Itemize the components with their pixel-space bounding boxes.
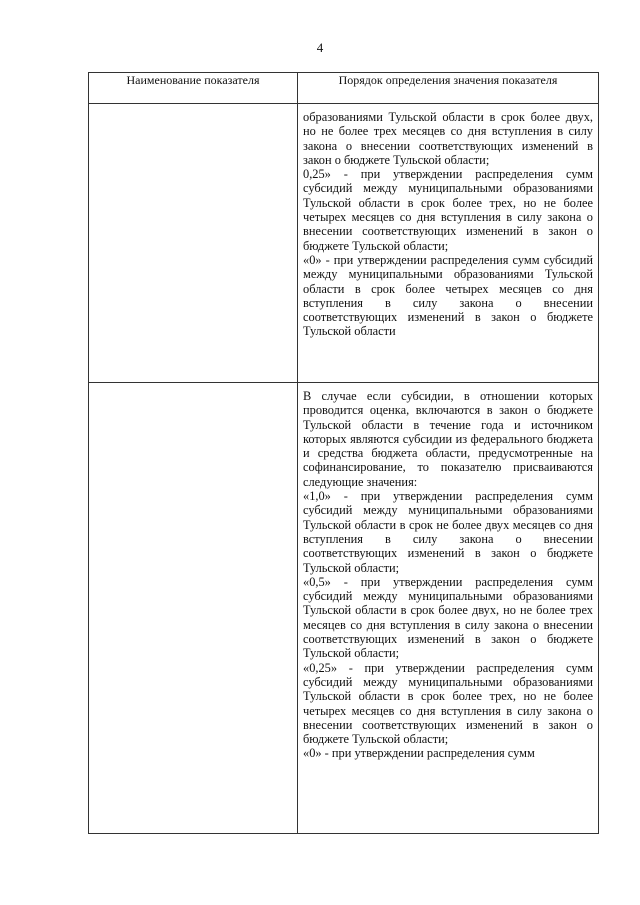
table-row <box>89 383 599 834</box>
table-row <box>89 104 599 383</box>
procedure-paragraph: «0,5» - при утверждении распределения сумм субсидий между муниципальными образованиями Тульской области в срок более двух, но не более трех месяцев со дня вступления в силу закона о внесении соответствующих изменений в закон о бюджете Тульской области; <box>303 574 593 661</box>
procedure-paragraph: образованиями Тульской области в срок более двух, но не более трех месяцев со дня вступления в силу закона о внесении соответствующих изменений в закон о бюджете Тульской области; <box>303 110 593 167</box>
header-value-procedure: Порядок определения значения показателя <box>298 73 599 104</box>
header-indicator-name: Наименование показателя <box>89 73 298 104</box>
procedure-paragraph: В случае если субсидии, в отношении которых проводится оценка, включаются в закон о бюджете Тульской области в течение года и источником которых являются субсидии из федерального бюджета и средства бюджета области, предусмотренные на софинансирование, то показателю присваиваются следующие значения: <box>303 389 593 489</box>
procedure-paragraph: «0» - при утверждении распределения сумм <box>303 746 535 761</box>
procedure-cell <box>298 383 599 834</box>
indicator-name-cell <box>89 383 298 834</box>
indicator-table <box>88 72 599 834</box>
procedure-paragraph: «0» - при утверждении распределения сумм субсидий между муниципальными образованиями Тульской области в срок более четырех месяцев со дня вступления в силу закона о внесении соответствующих изменений в закон о бюджете Тульской области <box>303 252 593 339</box>
procedure-paragraph: «1,0» - при утверждении распределения сумм субсидий между муниципальными образованиями Тульской области в срок не более двух месяцев со дня вступления в силу закона о внесении соответствующих изменений в закон о бюджете Тульской области; <box>303 489 593 575</box>
procedure-paragraph: 0,25» - при утверждении распределения сумм субсидий между муниципальными образованиями Тульской области в срок более трех, но не более четырех месяцев со дня вступления в силу закона о внесении соответствующих изменений в закон о бюджете Тульской области; <box>303 167 593 253</box>
page-number: 4 <box>316 40 324 55</box>
procedure-cell <box>298 104 599 383</box>
indicator-name-cell <box>89 104 298 383</box>
procedure-paragraph: «0,25» - при утверждении распределения сумм субсидий между муниципальными образованиями Тульской области в срок более трех, но не более четырех месяцев со дня вступления в силу закона о внесении соответствующих изменений в закон о бюджете Тульской области; <box>303 660 593 747</box>
table-header-row <box>89 73 599 104</box>
